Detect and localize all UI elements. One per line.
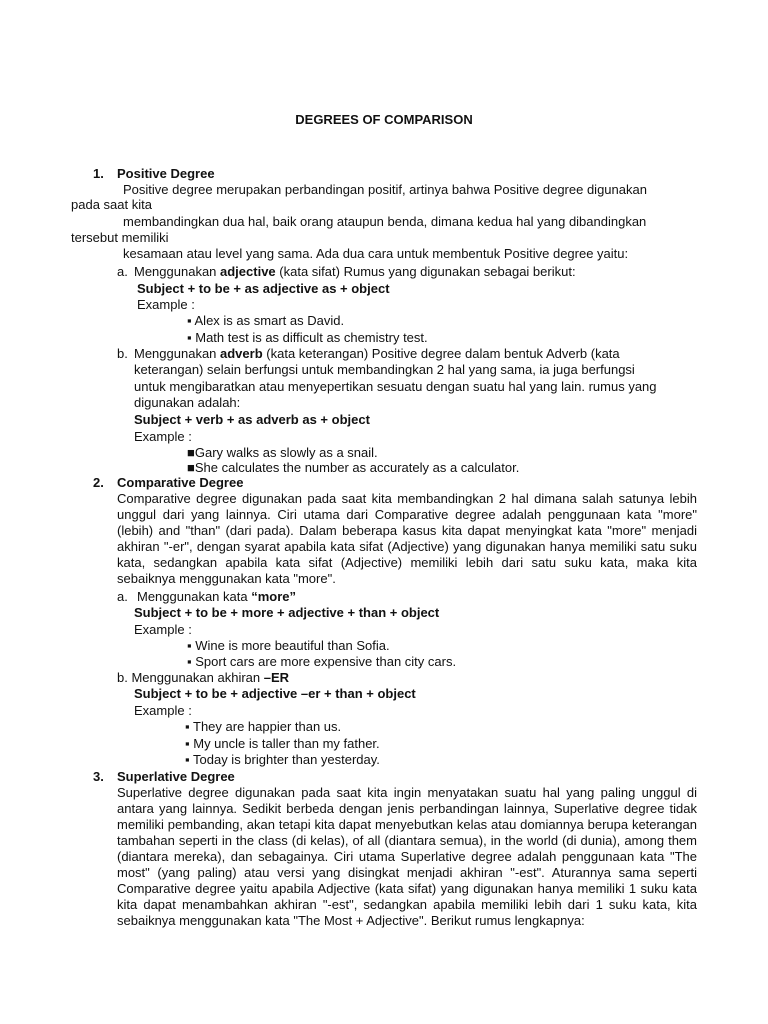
s2a-keyword: “more”	[251, 589, 296, 604]
s1-intro-line-5: kesamaan atau level yang sama. Ada dua cara untuk membentuk Positive degree yaitu:	[123, 246, 629, 261]
section-2-number: 2.	[93, 475, 104, 490]
bullet-icon: ▪	[187, 330, 196, 345]
s2b-formula: Subject + to be + adjective –er + than + object	[134, 686, 416, 701]
s1b-line-4: digunakan adalah:	[134, 395, 241, 410]
s2b-example-label: Example :	[134, 703, 192, 718]
bullet-icon: ▪	[187, 638, 196, 653]
s1-intro-line-4: tersebut memiliki	[71, 230, 169, 245]
s1-intro-line-3: membandingkan dua hal, baik orang ataupun benda, dimana kedua hal yang dibandingkan	[123, 214, 647, 229]
s1a-formula: Subject + to be + as adjective as + object	[137, 281, 390, 296]
s1-intro-line-1: Positive degree merupakan perbandingan positif, artinya bahwa Positive degree digunakan	[123, 182, 647, 197]
bullet-icon: ■	[187, 460, 195, 475]
s2a-example-2: ▪ Sport cars are more expensive than city cars.	[187, 654, 457, 669]
bullet-icon: ▪	[185, 719, 193, 734]
s1b-example-1: ■Gary walks as slowly as a snail.	[187, 445, 378, 460]
section-3-heading: Superlative Degree	[117, 769, 235, 784]
s1b-line-3: untuk mengibaratkan atau menyepertikan sesuatu dengan suatu hal yang lain. rumus yang	[134, 379, 657, 394]
s2b-line: b. Menggunakan akhiran –ER	[117, 670, 290, 685]
s2a-line: Menggunakan kata “more”	[137, 589, 296, 604]
s2-paragraph: Comparative degree digunakan pada saat kita membandingkan 2 hal dimana salah satunya lebih unggul dari yang lainnya. Ciri utama dari Comparative degree adalah penggunaan kata "more" (lebih) and "than" (dari pada). Dalam beberapa kasus kita dapat menyingkat kata "more" menjadi akhiran "-er", dengan syarat apabila kata sifat (Adjective) yang digunakan hanya memiliki satu suku kata, sedangkan apabila kata sifat (Adjective) memiliki lebih dari satu suku kata, maka kita sebaiknya menggunakan kata "more".	[117, 491, 697, 586]
s3-paragraph: Superlative degree digunakan pada saat kita ingin menyatakan suatu hal yang paling unggul di antara yang lainnya. Sedikit berbeda dengan jenis perbandingan lainnya, Superlative degree tidak memiliki pembanding, akan tetapi kita dapat menyebutkan kelas atau domiannya berupa keterangan tambahan seperti in the class (di kelas), of all (diantara semua), in the world (di dunia), among them (diantara mereka), dan sebagainya. Ciri utama Superlative degree adalah penggunaan kata "The most" (yang paling) atau versi yang disingkat menjadi akhiran "-est". Aturannya sama seperti Comparative degree yaitu apabila Adjective (kata sifat) yang digunakan hanya memiliki 1 suku kata kita dapat menambahkan akhiran "-est", sedangkan apabila memiliki lebih dari 1 suku kata, kita sebaiknya menggunakan kata "The Most + Adjective". Berikut rumus lengkapnya:	[117, 785, 697, 928]
s1a-keyword: adjective	[220, 264, 276, 279]
s2a-formula: Subject + to be + more + adjective + than + object	[134, 605, 440, 620]
s1-intro-line-2: pada saat kita	[71, 197, 152, 212]
s2b-example-2: ▪ My uncle is taller than my father.	[185, 736, 380, 751]
s1b-formula: Subject + verb + as adverb as + object	[134, 412, 370, 427]
s1b-example-label: Example :	[134, 429, 192, 444]
s2a-example-label: Example :	[134, 622, 192, 637]
s1a-example-1: ▪ Alex is as smart as David.	[187, 313, 345, 328]
section-2-heading: Comparative Degree	[117, 475, 244, 490]
s1b-line-2: keterangan) selain berfungsi untuk membandingkan 2 hal yang sama, ia juga berfungsi	[134, 362, 635, 377]
s2b-keyword: –ER	[263, 670, 290, 685]
s1a-example-label: Example :	[137, 297, 195, 312]
s1b-line: Menggunakan adverb (kata keterangan) Positive degree dalam bentuk Adverb (kata	[134, 346, 620, 361]
s2a-marker: a.	[117, 589, 128, 604]
s2b-example-1: ▪ They are happier than us.	[185, 719, 342, 734]
section-1-heading: Positive Degree	[117, 166, 215, 181]
s2b-example-3: ▪ Today is brighter than yesterday.	[185, 752, 380, 767]
section-3-number: 3.	[93, 769, 104, 784]
bullet-icon: ▪	[187, 313, 195, 328]
bullet-icon: ▪	[185, 736, 194, 751]
s1a-line: Menggunakan adjective (kata sifat) Rumus yang digunakan sebagai berikut:	[134, 264, 576, 279]
section-1-number: 1.	[93, 166, 104, 181]
s1b-keyword: adverb	[220, 346, 263, 361]
s1a-example-2: ▪ Math test is as difficult as chemistry test.	[187, 330, 428, 345]
s1b-marker: b.	[117, 346, 128, 361]
document-title: DEGREES OF COMPARISON	[295, 112, 473, 127]
s1a-marker: a.	[117, 264, 128, 279]
bullet-icon: ▪	[187, 654, 196, 669]
s2a-example-1: ▪ Wine is more beautiful than Sofia.	[187, 638, 390, 653]
bullet-icon: ▪	[185, 752, 193, 767]
s1b-example-2: ■She calculates the number as accurately as a calculator.	[187, 460, 520, 475]
bullet-icon: ■	[187, 445, 195, 460]
